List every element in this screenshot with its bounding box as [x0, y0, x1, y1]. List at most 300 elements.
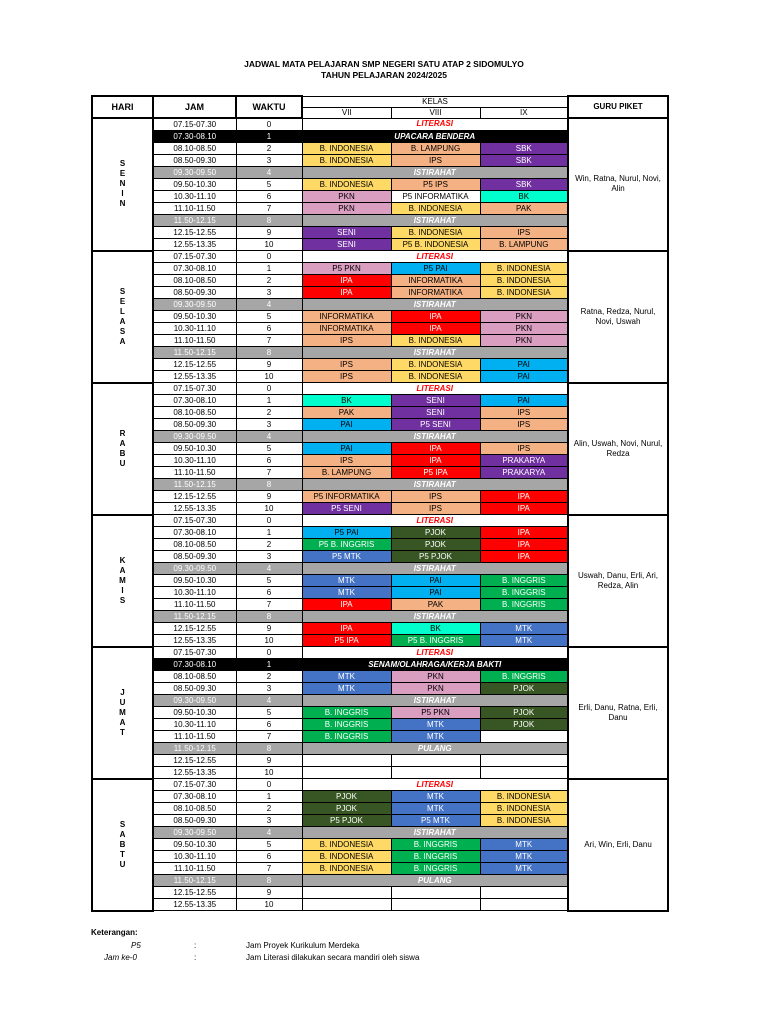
period-cell: 4	[236, 563, 302, 575]
subject-cell: B. INGGRIS	[302, 719, 391, 731]
subject-cell: IPA	[480, 551, 568, 563]
period-cell: 1	[236, 263, 302, 275]
time-cell: 09.50-10.30	[153, 707, 236, 719]
subject-cell: P5 B. INDONESIA	[391, 239, 480, 251]
subject-cell: SBK	[480, 143, 568, 155]
subject-cell: PAK	[391, 599, 480, 611]
period-cell: 7	[236, 599, 302, 611]
period-cell: 6	[236, 323, 302, 335]
time-cell: 09.50-10.30	[153, 443, 236, 455]
subject-cell: PAI	[480, 395, 568, 407]
subject-cell: P5 PJOK	[302, 815, 391, 827]
upacara-bendera-cell: UPACARA BENDERA	[302, 131, 568, 143]
time-cell: 07.15-07.30	[153, 515, 236, 527]
time-cell: 09.30-09.50	[153, 431, 236, 443]
istirahat-cell: ISTIRAHAT	[302, 215, 568, 227]
time-cell: 10.30-11.10	[153, 191, 236, 203]
period-cell: 3	[236, 155, 302, 167]
subject-cell: B. INDONESIA	[391, 203, 480, 215]
time-cell: 07.30-08.10	[153, 263, 236, 275]
subject-cell: P5 INFORMATIKA	[302, 491, 391, 503]
subject-cell	[391, 887, 480, 899]
subject-cell	[480, 887, 568, 899]
period-cell: 0	[236, 779, 302, 791]
subject-cell: PAK	[480, 203, 568, 215]
subject-cell: IPS	[480, 407, 568, 419]
period-cell: 8	[236, 347, 302, 359]
subject-cell: P5 INFORMATIKA	[391, 191, 480, 203]
istirahat-cell: ISTIRAHAT	[302, 563, 568, 575]
period-cell: 4	[236, 827, 302, 839]
time-cell: 11.50-12.15	[153, 347, 236, 359]
subject-cell: INFORMATIKA	[391, 275, 480, 287]
subject-cell: BK	[391, 623, 480, 635]
time-cell: 12.15-12.55	[153, 227, 236, 239]
period-cell: 7	[236, 203, 302, 215]
subject-cell: P5 B. INGGRIS	[391, 635, 480, 647]
period-cell: 6	[236, 191, 302, 203]
subject-cell: IPS	[391, 491, 480, 503]
subject-cell: SENI	[391, 407, 480, 419]
time-cell: 12.55-13.35	[153, 371, 236, 383]
time-cell: 09.50-10.30	[153, 311, 236, 323]
time-cell: 12.15-12.55	[153, 623, 236, 635]
period-cell: 0	[236, 251, 302, 263]
subject-cell: B. LAMPUNG	[480, 239, 568, 251]
period-cell: 9	[236, 359, 302, 371]
time-cell: 07.30-08.10	[153, 131, 236, 143]
period-cell: 5	[236, 179, 302, 191]
period-cell: 8	[236, 611, 302, 623]
subject-cell: P5 PAI	[391, 263, 480, 275]
subject-cell	[480, 767, 568, 779]
subject-cell: B. INGGRIS	[391, 863, 480, 875]
period-cell: 1	[236, 527, 302, 539]
period-cell: 2	[236, 275, 302, 287]
time-cell: 11.50-12.15	[153, 743, 236, 755]
period-cell: 2	[236, 407, 302, 419]
subject-cell: SBK	[480, 179, 568, 191]
time-cell: 08.10-08.50	[153, 671, 236, 683]
subject-cell: B. INDONESIA	[391, 335, 480, 347]
subject-cell: PJOK	[391, 539, 480, 551]
time-cell: 11.10-11.50	[153, 731, 236, 743]
guru-piket-cell: Alin, Uswah, Novi, Nurul, Redza	[568, 383, 668, 515]
subject-cell: IPA	[480, 527, 568, 539]
istirahat-cell: ISTIRAHAT	[302, 827, 568, 839]
time-cell: 12.15-12.55	[153, 491, 236, 503]
subject-cell: P5 IPA	[391, 467, 480, 479]
time-cell: 08.50-09.30	[153, 815, 236, 827]
subject-cell: INFORMATIKA	[391, 287, 480, 299]
subject-cell: SENI	[302, 239, 391, 251]
subject-cell: IPA	[302, 623, 391, 635]
time-cell: 12.15-12.55	[153, 359, 236, 371]
subject-cell: PJOK	[480, 707, 568, 719]
subject-cell: PKN	[480, 323, 568, 335]
istirahat-cell: ISTIRAHAT	[302, 347, 568, 359]
time-cell: 08.50-09.30	[153, 287, 236, 299]
subject-cell: IPA	[480, 503, 568, 515]
period-cell: 9	[236, 623, 302, 635]
pulang-cell: PULANG	[302, 875, 568, 887]
time-cell: 11.50-12.15	[153, 875, 236, 887]
period-cell: 2	[236, 539, 302, 551]
subject-cell	[302, 767, 391, 779]
guru-piket-cell: Win, Ratna, Nurul, Novi, Alin	[568, 118, 668, 251]
period-cell: 5	[236, 707, 302, 719]
time-cell: 11.10-11.50	[153, 335, 236, 347]
subject-cell: IPS	[302, 455, 391, 467]
subject-cell	[302, 755, 391, 767]
subject-cell: PKN	[302, 203, 391, 215]
time-cell: 08.10-08.50	[153, 143, 236, 155]
time-cell: 12.15-12.55	[153, 887, 236, 899]
period-cell: 7	[236, 335, 302, 347]
istirahat-cell: ISTIRAHAT	[302, 299, 568, 311]
literasi-cell: LITERASI	[302, 779, 568, 791]
subject-cell: PAI	[480, 371, 568, 383]
subject-cell	[480, 755, 568, 767]
subject-cell: PAK	[302, 407, 391, 419]
period-cell: 1	[236, 395, 302, 407]
subject-cell: MTK	[302, 587, 391, 599]
guru-piket-cell: Ratna, Redza, Nurul, Novi, Uswah	[568, 251, 668, 383]
subject-cell: MTK	[302, 671, 391, 683]
subject-cell	[302, 899, 391, 911]
time-cell: 12.55-13.35	[153, 767, 236, 779]
subject-cell: P5 MTK	[302, 551, 391, 563]
literasi-cell: LITERASI	[302, 118, 568, 131]
period-cell: 7	[236, 863, 302, 875]
header-waktu: WAKTU	[236, 96, 302, 118]
time-cell: 08.10-08.50	[153, 803, 236, 815]
subject-cell: B. INDONESIA	[480, 791, 568, 803]
guru-piket-cell: Uswah, Danu, Erli, Ari, Redza, Alin	[568, 515, 668, 647]
subject-cell: B. LAMPUNG	[391, 143, 480, 155]
subject-cell: MTK	[391, 731, 480, 743]
time-cell: 09.30-09.50	[153, 827, 236, 839]
subject-cell: SBK	[480, 155, 568, 167]
day-label	[92, 779, 153, 911]
day-label	[92, 647, 153, 779]
schedule-row	[92, 251, 668, 263]
senam-olahraga-kerja-bakti-cell: SENAM/OLAHRAGA/KERJA BAKTI	[302, 659, 568, 671]
legend-desc-jam0: Jam Literasi dilakukan secara mandiri oleh siswa	[246, 953, 420, 962]
subject-cell: MTK	[302, 575, 391, 587]
subject-cell: P5 PKN	[302, 263, 391, 275]
subject-cell: P5 IPS	[391, 179, 480, 191]
subject-cell: PKN	[391, 671, 480, 683]
header-class-vii: VII	[302, 107, 391, 118]
subject-cell: MTK	[480, 635, 568, 647]
subject-cell: B. INDONESIA	[302, 143, 391, 155]
subject-cell: B. INDONESIA	[480, 287, 568, 299]
subject-cell: MTK	[391, 803, 480, 815]
subject-cell: PKN	[480, 335, 568, 347]
time-cell: 08.10-08.50	[153, 407, 236, 419]
period-cell: 2	[236, 143, 302, 155]
subject-cell: P5 SENI	[391, 419, 480, 431]
period-cell: 10	[236, 239, 302, 251]
subject-cell: P5 SENI	[302, 503, 391, 515]
header-jam: JAM	[153, 96, 236, 118]
subject-cell: SENI	[302, 227, 391, 239]
period-cell: 4	[236, 299, 302, 311]
subject-cell: IPS	[391, 155, 480, 167]
period-cell: 6	[236, 587, 302, 599]
period-cell: 0	[236, 118, 302, 131]
subject-cell: MTK	[391, 791, 480, 803]
time-cell: 10.30-11.10	[153, 719, 236, 731]
period-cell: 3	[236, 287, 302, 299]
subject-cell: B. INDONESIA	[302, 851, 391, 863]
time-cell: 11.50-12.15	[153, 611, 236, 623]
subject-cell: B. INDONESIA	[391, 227, 480, 239]
subject-cell: IPA	[391, 311, 480, 323]
time-cell: 09.30-09.50	[153, 299, 236, 311]
time-cell: 08.50-09.30	[153, 155, 236, 167]
subject-cell: B. INGGRIS	[480, 671, 568, 683]
subject-cell: PAI	[480, 359, 568, 371]
subject-cell: P5 B. INGGRIS	[302, 539, 391, 551]
schedule-row	[92, 383, 668, 395]
literasi-cell: LITERASI	[302, 251, 568, 263]
legend-key-jam0: Jam ke-0	[104, 953, 137, 962]
period-cell: 8	[236, 875, 302, 887]
subject-cell: IPS	[480, 443, 568, 455]
period-cell: 7	[236, 731, 302, 743]
subject-cell: BK	[480, 191, 568, 203]
legend-key-p5: P5	[131, 941, 141, 950]
day-letters: S A B T U	[119, 819, 126, 869]
subject-cell: P5 MTK	[391, 815, 480, 827]
literasi-cell: LITERASI	[302, 515, 568, 527]
subject-cell: PJOK	[302, 803, 391, 815]
subject-cell: B. INGGRIS	[302, 731, 391, 743]
subject-cell: PJOK	[302, 791, 391, 803]
subject-cell: BK	[302, 395, 391, 407]
day-letters: K A M I S	[119, 555, 126, 605]
subject-cell: IPA	[391, 443, 480, 455]
day-label	[92, 118, 153, 251]
time-cell: 11.50-12.15	[153, 479, 236, 491]
subject-cell: IPS	[302, 359, 391, 371]
subject-cell: MTK	[480, 839, 568, 851]
subject-cell: PAI	[302, 443, 391, 455]
subject-cell: PAI	[391, 575, 480, 587]
legend-desc-p5: Jam Proyek Kurikulum Merdeka	[246, 941, 360, 950]
period-cell: 9	[236, 887, 302, 899]
period-cell: 6	[236, 455, 302, 467]
schedule-row	[92, 779, 668, 791]
time-cell: 09.50-10.30	[153, 575, 236, 587]
period-cell: 0	[236, 515, 302, 527]
istirahat-cell: ISTIRAHAT	[302, 695, 568, 707]
subject-cell: INFORMATIKA	[302, 311, 391, 323]
time-cell: 07.15-07.30	[153, 118, 236, 131]
subject-cell: B. INDONESIA	[302, 179, 391, 191]
subject-cell: P5 PJOK	[391, 551, 480, 563]
literasi-cell: LITERASI	[302, 647, 568, 659]
subject-cell: MTK	[480, 851, 568, 863]
legend-sep-p5: :	[194, 941, 197, 950]
subject-cell: PJOK	[391, 527, 480, 539]
period-cell: 9	[236, 227, 302, 239]
time-cell: 12.55-13.35	[153, 503, 236, 515]
schedule-row	[92, 647, 668, 659]
time-cell: 10.30-11.10	[153, 587, 236, 599]
time-cell: 10.30-11.10	[153, 323, 236, 335]
time-cell: 07.15-07.30	[153, 647, 236, 659]
subject-cell: IPA	[480, 539, 568, 551]
subject-cell: PJOK	[480, 719, 568, 731]
period-cell: 10	[236, 899, 302, 911]
period-cell: 9	[236, 491, 302, 503]
subject-cell: PKN	[480, 311, 568, 323]
subject-cell: MTK	[302, 683, 391, 695]
period-cell: 8	[236, 215, 302, 227]
period-cell: 0	[236, 383, 302, 395]
period-cell: 6	[236, 719, 302, 731]
period-cell: 4	[236, 695, 302, 707]
subject-cell: IPS	[302, 335, 391, 347]
header-class-viii: VIII	[391, 107, 480, 118]
subject-cell: B. INGGRIS	[480, 599, 568, 611]
subject-cell: IPA	[302, 599, 391, 611]
period-cell: 7	[236, 467, 302, 479]
time-cell: 08.50-09.30	[153, 551, 236, 563]
subject-cell: IPS	[391, 503, 480, 515]
subject-cell: P5 PAI	[302, 527, 391, 539]
time-cell: 09.30-09.50	[153, 695, 236, 707]
period-cell: 2	[236, 803, 302, 815]
time-cell: 09.50-10.30	[153, 179, 236, 191]
period-cell: 1	[236, 791, 302, 803]
period-cell: 5	[236, 311, 302, 323]
time-cell: 08.10-08.50	[153, 275, 236, 287]
schedule-row	[92, 515, 668, 527]
subject-cell: B. INDONESIA	[302, 155, 391, 167]
subject-cell: B. INDONESIA	[391, 371, 480, 383]
subject-cell: B. INDONESIA	[480, 815, 568, 827]
pulang-cell: PULANG	[302, 743, 568, 755]
subject-cell: MTK	[480, 623, 568, 635]
time-cell: 11.10-11.50	[153, 863, 236, 875]
time-cell: 09.30-09.50	[153, 167, 236, 179]
subject-cell	[480, 731, 568, 743]
header-kelas: KELAS	[302, 96, 568, 107]
period-cell: 0	[236, 647, 302, 659]
subject-cell: PAI	[302, 419, 391, 431]
document-title: JADWAL MATA PELAJARAN SMP NEGERI SATU ATAP 2 SIDOMULYO	[244, 59, 524, 69]
day-letters: S E L A S A	[119, 286, 126, 346]
subject-cell	[391, 899, 480, 911]
subject-cell: B. INGGRIS	[302, 707, 391, 719]
subject-cell: IPA	[391, 455, 480, 467]
subject-cell: B. INGGRIS	[480, 587, 568, 599]
period-cell: 3	[236, 683, 302, 695]
subject-cell: MTK	[391, 719, 480, 731]
period-cell: 3	[236, 815, 302, 827]
subject-cell: B. LAMPUNG	[302, 467, 391, 479]
day-letters: S E N I N	[119, 159, 126, 209]
time-cell: 07.30-08.10	[153, 395, 236, 407]
subject-cell: B. INGGRIS	[391, 839, 480, 851]
day-label	[92, 383, 153, 515]
subject-cell: SENI	[391, 395, 480, 407]
time-cell: 11.10-11.50	[153, 203, 236, 215]
period-cell: 10	[236, 371, 302, 383]
istirahat-cell: ISTIRAHAT	[302, 479, 568, 491]
time-cell: 09.50-10.30	[153, 839, 236, 851]
time-cell: 07.30-08.10	[153, 659, 236, 671]
time-cell: 07.15-07.30	[153, 779, 236, 791]
subject-cell: IPS	[302, 371, 391, 383]
subject-cell	[391, 755, 480, 767]
period-cell: 5	[236, 575, 302, 587]
header-class-ix: IX	[480, 107, 568, 118]
subject-cell: B. INDONESIA	[480, 263, 568, 275]
period-cell: 3	[236, 419, 302, 431]
schedule-table	[91, 95, 669, 912]
subject-cell: B. INGGRIS	[480, 575, 568, 587]
legend-sep-jam0: :	[194, 953, 197, 962]
schedule-row	[92, 118, 668, 131]
document-subtitle: TAHUN PELAJARAN 2024/2025	[321, 70, 447, 80]
time-cell: 08.50-09.30	[153, 683, 236, 695]
day-label	[92, 515, 153, 647]
subject-cell: PAI	[391, 587, 480, 599]
time-cell: 12.55-13.35	[153, 239, 236, 251]
subject-cell: B. INDONESIA	[480, 275, 568, 287]
period-cell: 5	[236, 839, 302, 851]
subject-cell: PJOK	[480, 683, 568, 695]
time-cell: 11.10-11.50	[153, 467, 236, 479]
period-cell: 9	[236, 755, 302, 767]
subject-cell: INFORMATIKA	[302, 323, 391, 335]
time-cell: 07.15-07.30	[153, 251, 236, 263]
subject-cell: IPS	[480, 227, 568, 239]
time-cell: 12.55-13.35	[153, 899, 236, 911]
time-cell: 11.10-11.50	[153, 599, 236, 611]
guru-piket-cell: Ari, Win, Erli, Danu	[568, 779, 668, 911]
time-cell: 11.50-12.15	[153, 215, 236, 227]
subject-cell: MTK	[480, 863, 568, 875]
period-cell: 10	[236, 503, 302, 515]
subject-cell: IPA	[302, 275, 391, 287]
time-cell: 09.30-09.50	[153, 563, 236, 575]
period-cell: 1	[236, 659, 302, 671]
subject-cell: B. INDONESIA	[302, 839, 391, 851]
time-cell: 10.30-11.10	[153, 455, 236, 467]
subject-cell: IPA	[480, 491, 568, 503]
day-letters: R A B U	[119, 428, 126, 468]
istirahat-cell: ISTIRAHAT	[302, 611, 568, 623]
period-cell: 8	[236, 479, 302, 491]
istirahat-cell: ISTIRAHAT	[302, 431, 568, 443]
time-cell: 12.15-12.55	[153, 755, 236, 767]
legend-title: Keterangan:	[91, 928, 138, 937]
period-cell: 3	[236, 551, 302, 563]
subject-cell: IPA	[391, 323, 480, 335]
subject-cell: PKN	[302, 191, 391, 203]
subject-cell: B. INDONESIA	[391, 359, 480, 371]
literasi-cell: LITERASI	[302, 383, 568, 395]
time-cell: 07.30-08.10	[153, 527, 236, 539]
subject-cell: IPA	[302, 287, 391, 299]
subject-cell: IPS	[480, 419, 568, 431]
